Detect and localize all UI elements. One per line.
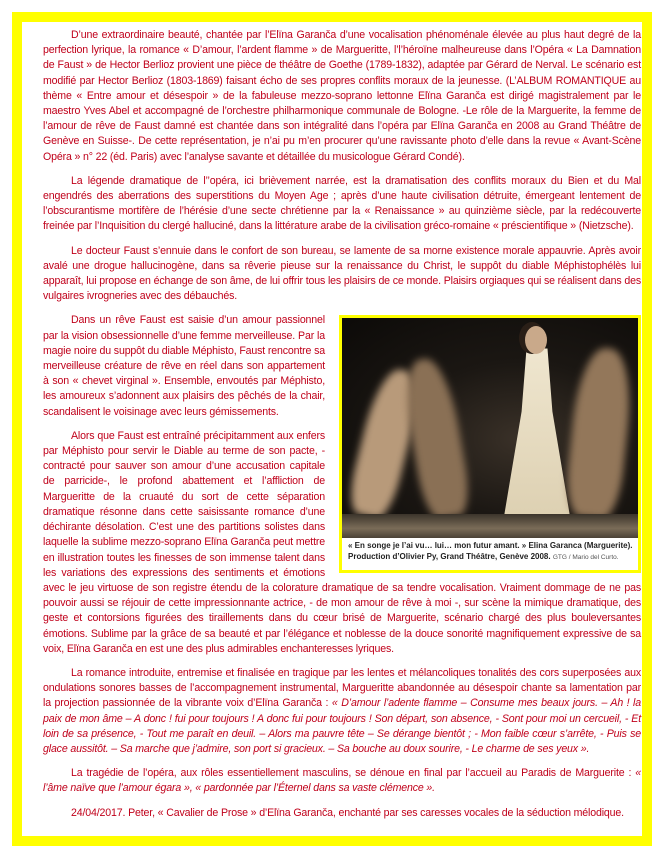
- paragraph-hell: Alors que Faust est entraîné précipitamment aux enfers par Méphisto pour servir le Diable au terme de son pacte, -contracté pour sauver son amour d’une accusation capitale de parricide-, le profond abattement et l’affliction de Margueritte de la cruauté du sort de cette séparation dramatique résonne dans cette saisissante romance d’une déchirante désolation. C’est une des partitions solistes dans laquelle la sublime mezzo-soprano Elïna Garanča peut mettre en illustration toutes les finesses de son immense talent dans les variations des expressions des sentiments et émotions avec le jeu virtuose de son registre étendu de la colorature dramatique de sa tendre vocalisation. Vraiment dommage de ne pas pouvoir aussi se réjouir de cette impressionnante actrice, - de mon amour de rêve à moi -, sur scène la mimique dramatique, des geste et contorsions figurées des tiraillements dans du cœur brisé de Marguerite, scénario chargé des plus bouleversantes émotions. Sublime par la grâce de sa beauté et par l’élégance et noblesse de la douce sonorité magnifiquement expressive de sa voix, Elïna Garanča en est une des plus admirables enchanteresses lyriques.: [43, 429, 641, 655]
- paragraph-intro: D’une extraordinaire beauté, chantée par l’Elïna Garanča d’une vocalisation phénoménale élevée au plus haut degré de la perfection lyrique, la romance « D’amour, l’ardent flamme » de Margueritte, l’l’héroïne malheureuse dans l’Opéra « La Damnation de Faust » de Hector Berlioz provient une pièce de théâtre de Goethe (1789-1832), adaptée par Gérard de Nerval. Le scénario est modifié par Hector Berlioz (1803-1869) faisant écho de ses propres conflits moraux de la jeunesse. (L’ALBUM ROMANTIQUE au thème « Entre amour et désespoir » de la fabuleuse mezzo-soprano lettonne Elïna Garanča est dirigé magistralement par le maestro Yves Abel et accompagné de l’orchestre philharmonique communale de Bologne. -Le rôle de la Marguerite, la femme de l’amour de rêve de Faust damné est chantée dans son intégralité dans l’opéra par Elïna Garanča en 2008 au Grand Théâtre de Genève en Suisse-. De cette représentation, je n’ai pu m’en procurer qu’une ravissante photo d’elle dans la revue « Avant-Scène Opéra » n° 22 (éd. Paris) avec l’analyse savante et détaillée du musicologue Gérard Condé).: [43, 29, 641, 163]
- caption-line-2: [348, 551, 634, 563]
- finale-quote: « l’âme naïve que l’amour égara », « pardonnée par l’Éternel dans sa vaste clémence ».: [43, 767, 641, 795]
- caption-production: Production d’Olivier Py, Grand Théâtre, Genève 2008.: [348, 552, 551, 562]
- romance-intro: La romance introduite, entremise et finalisée en tragique par les lentes et mélancoliques tonalités des cors superposées aux ondulations sonores basses de l’accompagnement instrumental, Margueritte abandonnée au désespoir chante sa lamentation par la projection passionnée de la vibrante voix d’Elïna Garanča :: [43, 666, 641, 710]
- paragraph-romance: [43, 666, 641, 757]
- paragraph-faust-bored: Le docteur Faust s’ennuie dans le confort de son bureau, se lamente de sa morne existence morale appauvrie. Après avoir avalé une drogue hallucinogène, dans sa rêverie pieuse sur la renaissance du Christ, le suppôt du diable Méphistophélès lui apparaît, lui propose en échange de son âme, de lui offrir tous les plaisirs de ce monde. Plaisirs orgiaques qui se réalisent dans des vulgaires ivrogneries avec des débauchés.: [43, 244, 641, 303]
- paragraph-dream: Dans un rêve Faust est saisie d’un amour passionnel par la vision obsessionnelle d’une femme merveilleuse. Par la magie noire du suppôt du diable Méphisto, Faust rencontre sa merveilleuse créature de rêve en réel dans son appartement à son « chevet virginal ». Ensemble, envoutés par Méphisto, les amoureux s’adonnent aux plaisirs des pêchés de la chair, scandalisent le voisinage avec leurs gémissements.: [43, 314, 325, 418]
- romance-lyrics: « D’amour l’adente flamme – Consume mes beaux jours. – Ah ! la paix de mon âme – A donc ! fui pour toujours ! A donc fui pour toujours ! Son départ, son absence, - Sont pour moi un cercueil, - Et loin de sa présence, - Tout me paraît en deuil. – Alors ma pauvre tête – Se dérange bientôt ; - Mon faible cœur s’arrête, - Puis se glace aussitôt. – Sa marche que j’admire, son port si gracieux. – Sa bouche au doux sourire, - Le charme de ses yeux ».: [43, 697, 642, 755]
- opera-stage-photo: [342, 318, 638, 538]
- paragraph-legend: La légende dramatique de l’’opéra, ici brièvement narrée, est la dramatisation des conflits moraux du Bien et du Mal engendrés des aberrations des superstitions du Moyen Age ; après d’une haute civilisation détruite, émergeant lentement de l’obscurantisme mortifère de l’hérésie d’une secte chrétienne par la « Renaissance » au quinzième siècle, par la redécouverte freinée par l’Inquisition du clergé halluciné, dans la littérature arabe de la civilisation gréco-romaine « préscientifique » (Nietzsche).: [43, 174, 641, 233]
- photo-caption: [348, 540, 634, 563]
- blurred-dancer-figure: [563, 346, 635, 521]
- paragraph-finale: [43, 766, 641, 796]
- photo-credit: GTG / Mario del Curto.: [552, 554, 619, 562]
- stage-floor: [342, 514, 638, 538]
- finale-intro: La tragédie de l’opéra, aux rôles essentiellement masculins, se dénoue en final par l’accueil au Paradis de Marguerite :: [71, 767, 636, 780]
- opera-photo-box: [339, 315, 641, 573]
- signature-line: 24/04/2017. Peter, « Cavalier de Prose » d’Elïna Garanča, enchanté par ses caresses vocales de la séduction mélodique.: [71, 806, 624, 819]
- marguerite-white-dress: [502, 348, 572, 528]
- caption-line-1: « En songe je l’ai vu… lui… mon futur amant. » Elina Garanca (Marguerite).: [348, 541, 633, 551]
- yellow-page-border: [12, 12, 652, 846]
- article-body: [43, 28, 641, 830]
